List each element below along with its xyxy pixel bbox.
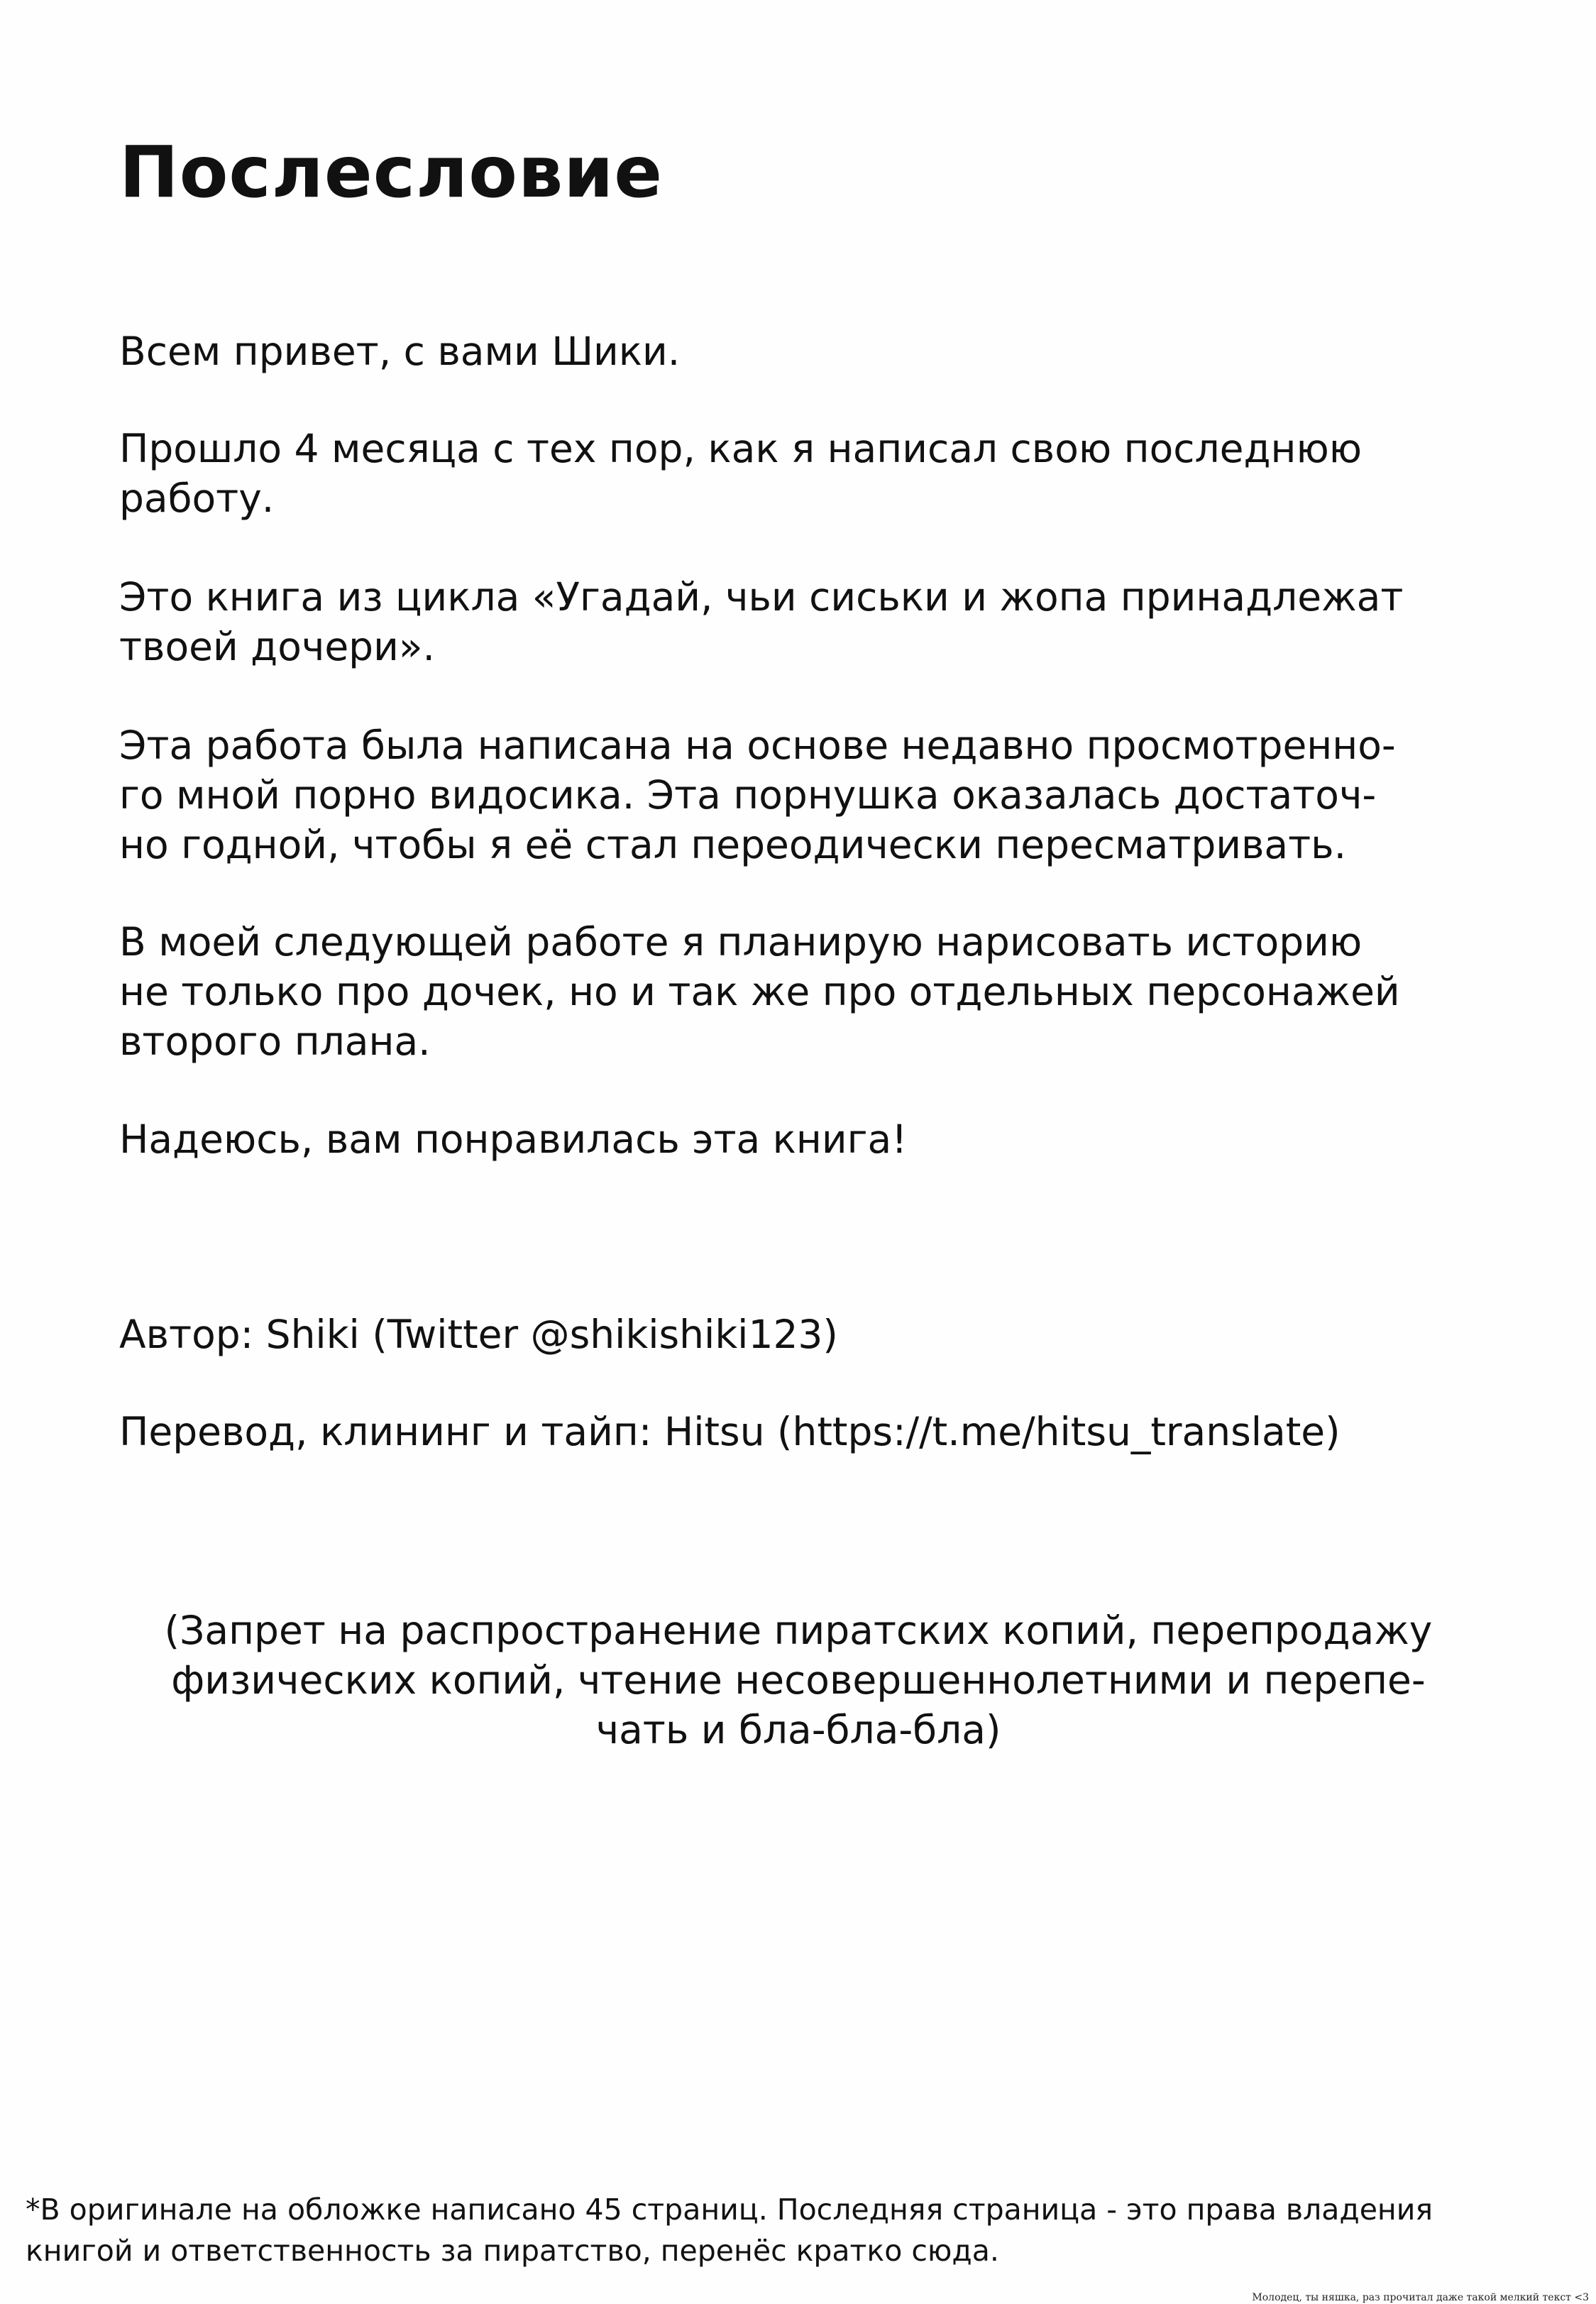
tiny-easter-egg-note: Молодец, ты няшка, раз прочитал даже такой мелкий текст <3 (1252, 2292, 1589, 2303)
paragraph-months: Прошло 4 месяца с тех пор, как я написал свою последнюю работу. (119, 426, 1363, 521)
paragraph-greeting: Всем привет, с вами Шики. (119, 329, 681, 374)
paragraph-next-work: В моей следующей работе я планирую нарисовать историю не только про дочек, но и так же про отдельных персонажей второго плана. (119, 919, 1400, 1064)
footnote: *В оригинале на обложке написано 45 страниц. Последняя страница - это права владения книгой и ответственность за пиратство, перенёс кратко сюда. (26, 2193, 1433, 2268)
piracy-notice: (Запрет на распространение пиратских копий, перепродажу физических копий, чтение несовершеннолетними и перепе- чать и бла-бла-бла) (164, 1608, 1433, 1752)
paragraph-series: Это книга из цикла «Угадай, чьи сиськи и жопа принадлежат твоей дочери». (119, 574, 1404, 669)
page-title: Послесловие (119, 131, 664, 214)
credit-author: Автор: Shiki (Twitter @shikishiki123) (119, 1312, 838, 1357)
paragraph-inspiration: Эта работа была написана на основе недавно просмотренно- го мной порно видосика. Эта порнушка оказалась достаточ- но годной, чтобы я её стал переодически пересматривать. (119, 723, 1396, 867)
paragraph-hope: Надеюсь, вам понравилась эта книга! (119, 1117, 908, 1162)
credit-translator: Перевод, клининг и тайп: Hitsu (https://t.me/hitsu_translate) (119, 1409, 1341, 1454)
